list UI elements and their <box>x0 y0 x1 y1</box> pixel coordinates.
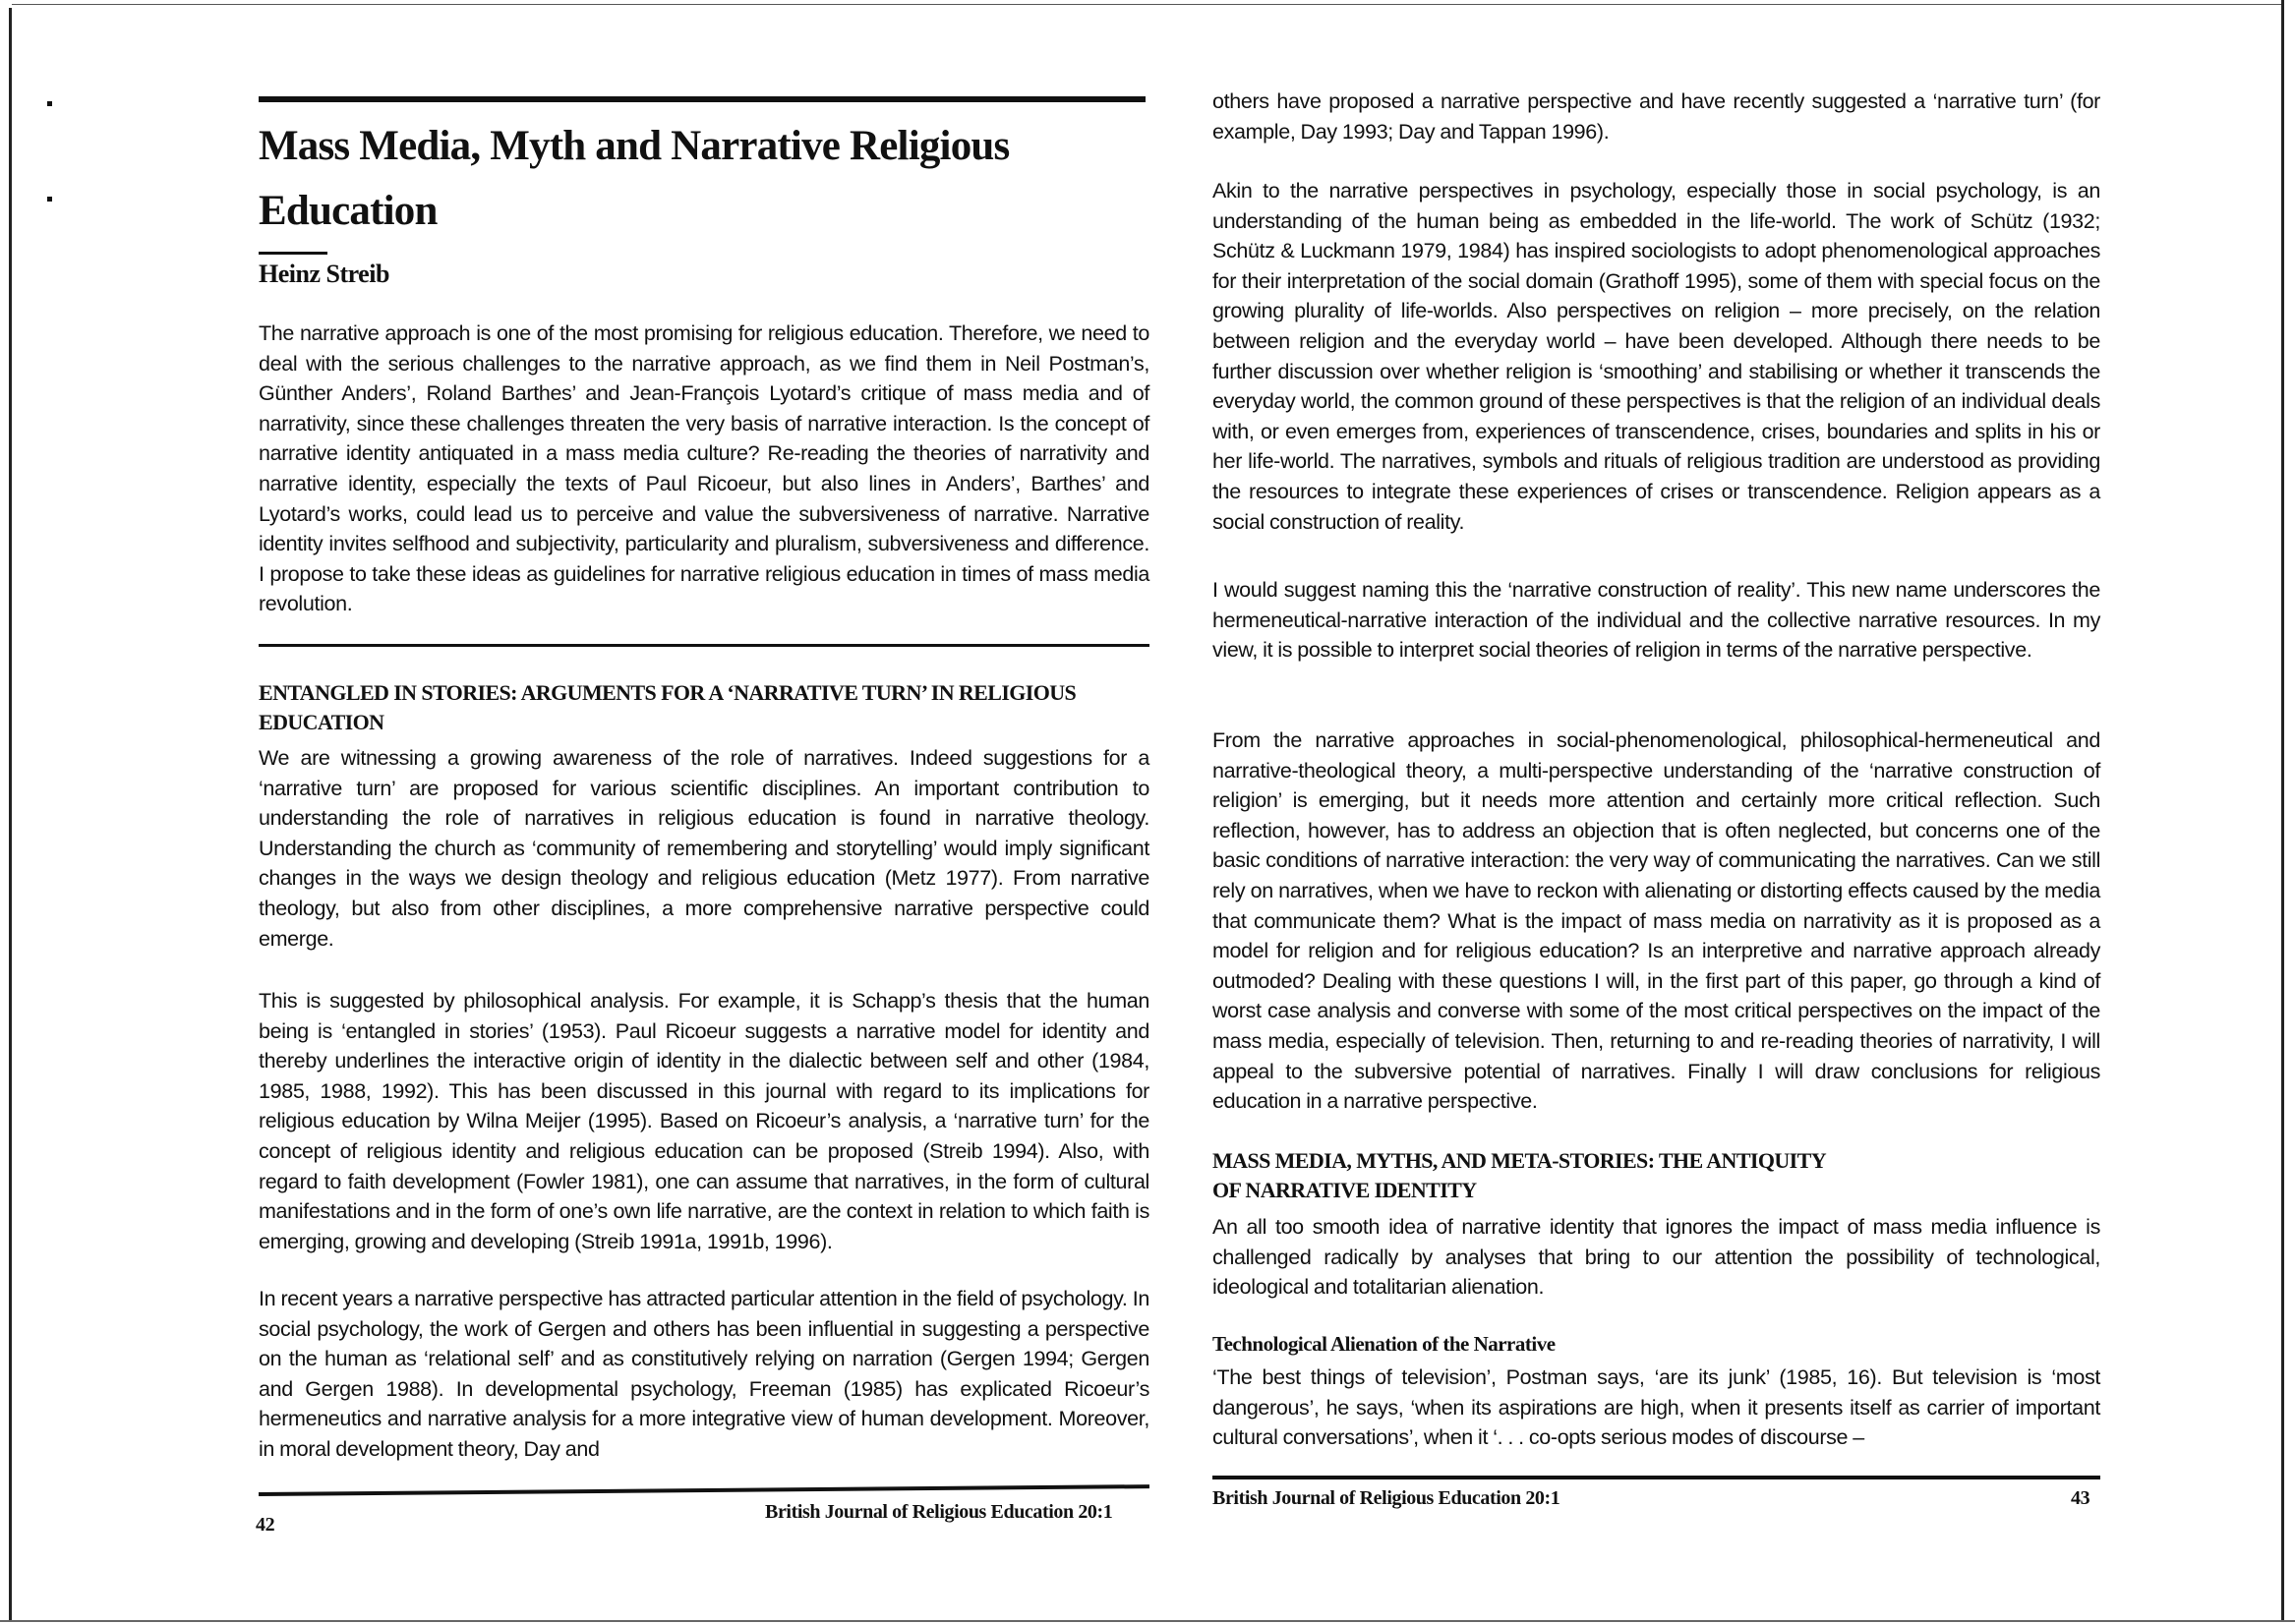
author-rule <box>259 252 327 255</box>
footer-rule <box>1212 1476 2100 1479</box>
paragraph: others have proposed a narrative perspective and have recently suggested a ‘narrative turn’ (for example, Day 1993; Day and Tappan 1996). <box>1212 89 2100 144</box>
paragraph: This is suggested by philosophical analysis. For example, it is Schapp’s thesis that the human being is ‘entangled in stories’ (1953). Paul Ricoeur suggests a narrative model for identity and thereby underlines the interactive origin of identity in the dialectic between self and other (1984, 1985, 1988, 1992). This has been discussed in this journal with regard to its implications for religious education by Wilna Meijer (1995). Based on Ricoeur’s analysis, a ‘narrative turn’ for the concept of religious identity and religious education can be proposed (Streib 1994). Also, with regard to faith development (Fowler 1981), one can assume that narratives, in the form of cultural manifestations and in the form of one’s own life narrative, are the context in relation to which faith is emerging, growing and developing (Streib 1991a, 1991b, 1996). <box>259 989 1149 1253</box>
page-number: 42 <box>256 1514 275 1536</box>
paragraph: We are witnessing a growing awareness of the role of narratives. Indeed suggestions for a ‘narrative turn’ are proposed for various scientific disciplines. An important contribution to understanding the role of narratives in religious education is found in narrative theology. Understanding the church as ‘community of remembering and storytelling’ would imply significant changes in the ways we design theology and religious education (Metz 1977). From narrative theology, but also from other disciplines, a more comprehensive narrative perspective could emerge. <box>259 746 1149 951</box>
scan-speck <box>47 101 52 106</box>
title-rule <box>259 96 1146 102</box>
section-divider <box>259 644 1149 647</box>
paragraph: ‘The best things of television’, Postman says, ‘are its junk’ (1985, 16). But television is ‘most dangerous’, he says, ‘when its aspirations are high, when it presents itself as carrier of important cultural conversations’, when it ‘. . . co-opts serious modes of discourse – <box>1212 1365 2100 1450</box>
section-heading <box>1212 1146 2100 1205</box>
abstract: The narrative approach is one of the most promising for religious education. Therefore, we need to deal with the serious challenges to the narrative approach, as we find them in Neil Postman’s, Günther Anders’, Roland Barthes’ and Jean-François Lyotard’s critique of mass media and of narrativity, since these challenges threaten the very basis of narrative interaction. Is the concept of narrative identity antiquated in a mass media culture? Re-reading the theories of narrativity and narrative identity, especially the texts of Paul Ricoeur, but also lines in Anders’, Barthes’ and Lyotard’s works, could lead us to perceive and value the subversiveness of narrative. Narrative identity invites selfhood and subjectivity, particularity and pluralism, subversiveness and difference. I propose to take these ideas as guidelines for narrative religious education in times of mass media revolution. <box>259 321 1149 616</box>
page-number: 43 <box>2071 1487 2090 1509</box>
scan-speck <box>47 197 52 202</box>
article-title: Mass Media, Myth and Narrative Religious Education <box>259 123 1010 234</box>
journal-name: British Journal of Religious Education 20:1 <box>1212 1487 1560 1509</box>
journal-name: British Journal of Religious Education 20:1 <box>765 1501 1113 1523</box>
section-heading-line-1: MASS MEDIA, MYTHS, AND META-STORIES: THE ANTIQUITY <box>1212 1148 1827 1173</box>
section-heading: ENTANGLED IN STORIES: ARGUMENTS FOR A ‘NARRATIVE TURN’ IN RELIGIOUS EDUCATION <box>259 680 1077 734</box>
section-heading-line-2: OF NARRATIVE IDENTITY <box>1212 1178 1477 1202</box>
paragraph: I would suggest naming this the ‘narrative construction of reality’. This new name underscores the hermeneutical-narrative interaction of the individual and the collective narrative resources. In my view, it is possible to interpret social theories of religion in terms of the narrative perspective. <box>1212 578 2100 663</box>
footer-rule <box>259 1484 1149 1496</box>
scan-edge-top <box>12 4 2283 5</box>
paragraph: An all too smooth idea of narrative identity that ignores the impact of mass media influence is challenged radically by analyses that bring to our attention the possibility of technological, ideological and totalitarian alienation. <box>1212 1215 2100 1300</box>
paragraph: From the narrative approaches in social-phenomenological, philosophical-hermeneutical and narrative-theological theory, a multi-perspective understanding of the ‘narrative construction of religion’ is emerging, but it needs more attention and certainly more critical reflection. Such reflection, however, has to address an objection that is often neglected, but concerns one of the basic conditions of narrative interaction: the very way of communicating the narratives. Can we still rely on narratives, when we have to reckon with alienating or distorting effects caused by the media that communicate them? What is the impact of mass media on narrativity as it is proposed as a model for religion and for religious education? Is an interpretive and narrative approach already outmoded? Dealing with these questions I will, in the first part of this paper, go through a kind of worst case analysis and converse with some of the most critical perspectives on the impact of the mass media, especially of television. Then, returning to and re-reading theories of narrativity, I will appeal to the subversive potential of narratives. Finally I will draw conclusions for religious education in a narrative perspective. <box>1212 728 2100 1114</box>
paragraph: Akin to the narrative perspectives in psychology, especially those in social psychology, is an understanding of the human being as embedded in the life-world. The work of Schütz (1932; Schütz & Luckmann 1979, 1984) has inspired sociologists to adopt phenomenological approaches for their interpretation of the social domain (Grathoff 1995), some of them with special focus on the growing plurality of life-worlds. Also perspectives on religion – more precisely, on the relation between religion and the everyday world – have been developed. Although there needs to be further discussion over whether religion is ‘smoothing’ and stabilising or whether it transcends the everyday world, the common ground of these perspectives is that the religion of an individual deals with, or even emerges from, experiences of transcendence, crises, boundaries and splits in his or her life-world. The narratives, symbols and rituals of religious tradition are understood as providing the resources to integrate these experiences of crises or transcendence. Religion appears as a social construction of reality. <box>1212 179 2100 534</box>
subheading: Technological Alienation of the Narrative <box>1212 1332 1556 1356</box>
scan-edge-bottom <box>0 1620 2295 1622</box>
author-name: Heinz Streib <box>259 260 389 288</box>
paragraph: In recent years a narrative perspective has attracted particular attention in the field of psychology. In social psychology, the work of Gergen and others has been influential in suggesting a perspective on the human as ‘relational self’ and as constitutively relying on narration (Gergen 1994; Gergen and Gergen 1988). In developmental psychology, Freeman (1985) has explicated Ricoeur’s hermeneutics and narrative analysis for a more integrative view of human development. Moreover, in moral development theory, Day and <box>259 1287 1149 1461</box>
scan-edge-right <box>2281 0 2284 1620</box>
scan-edge-left <box>9 8 12 1620</box>
